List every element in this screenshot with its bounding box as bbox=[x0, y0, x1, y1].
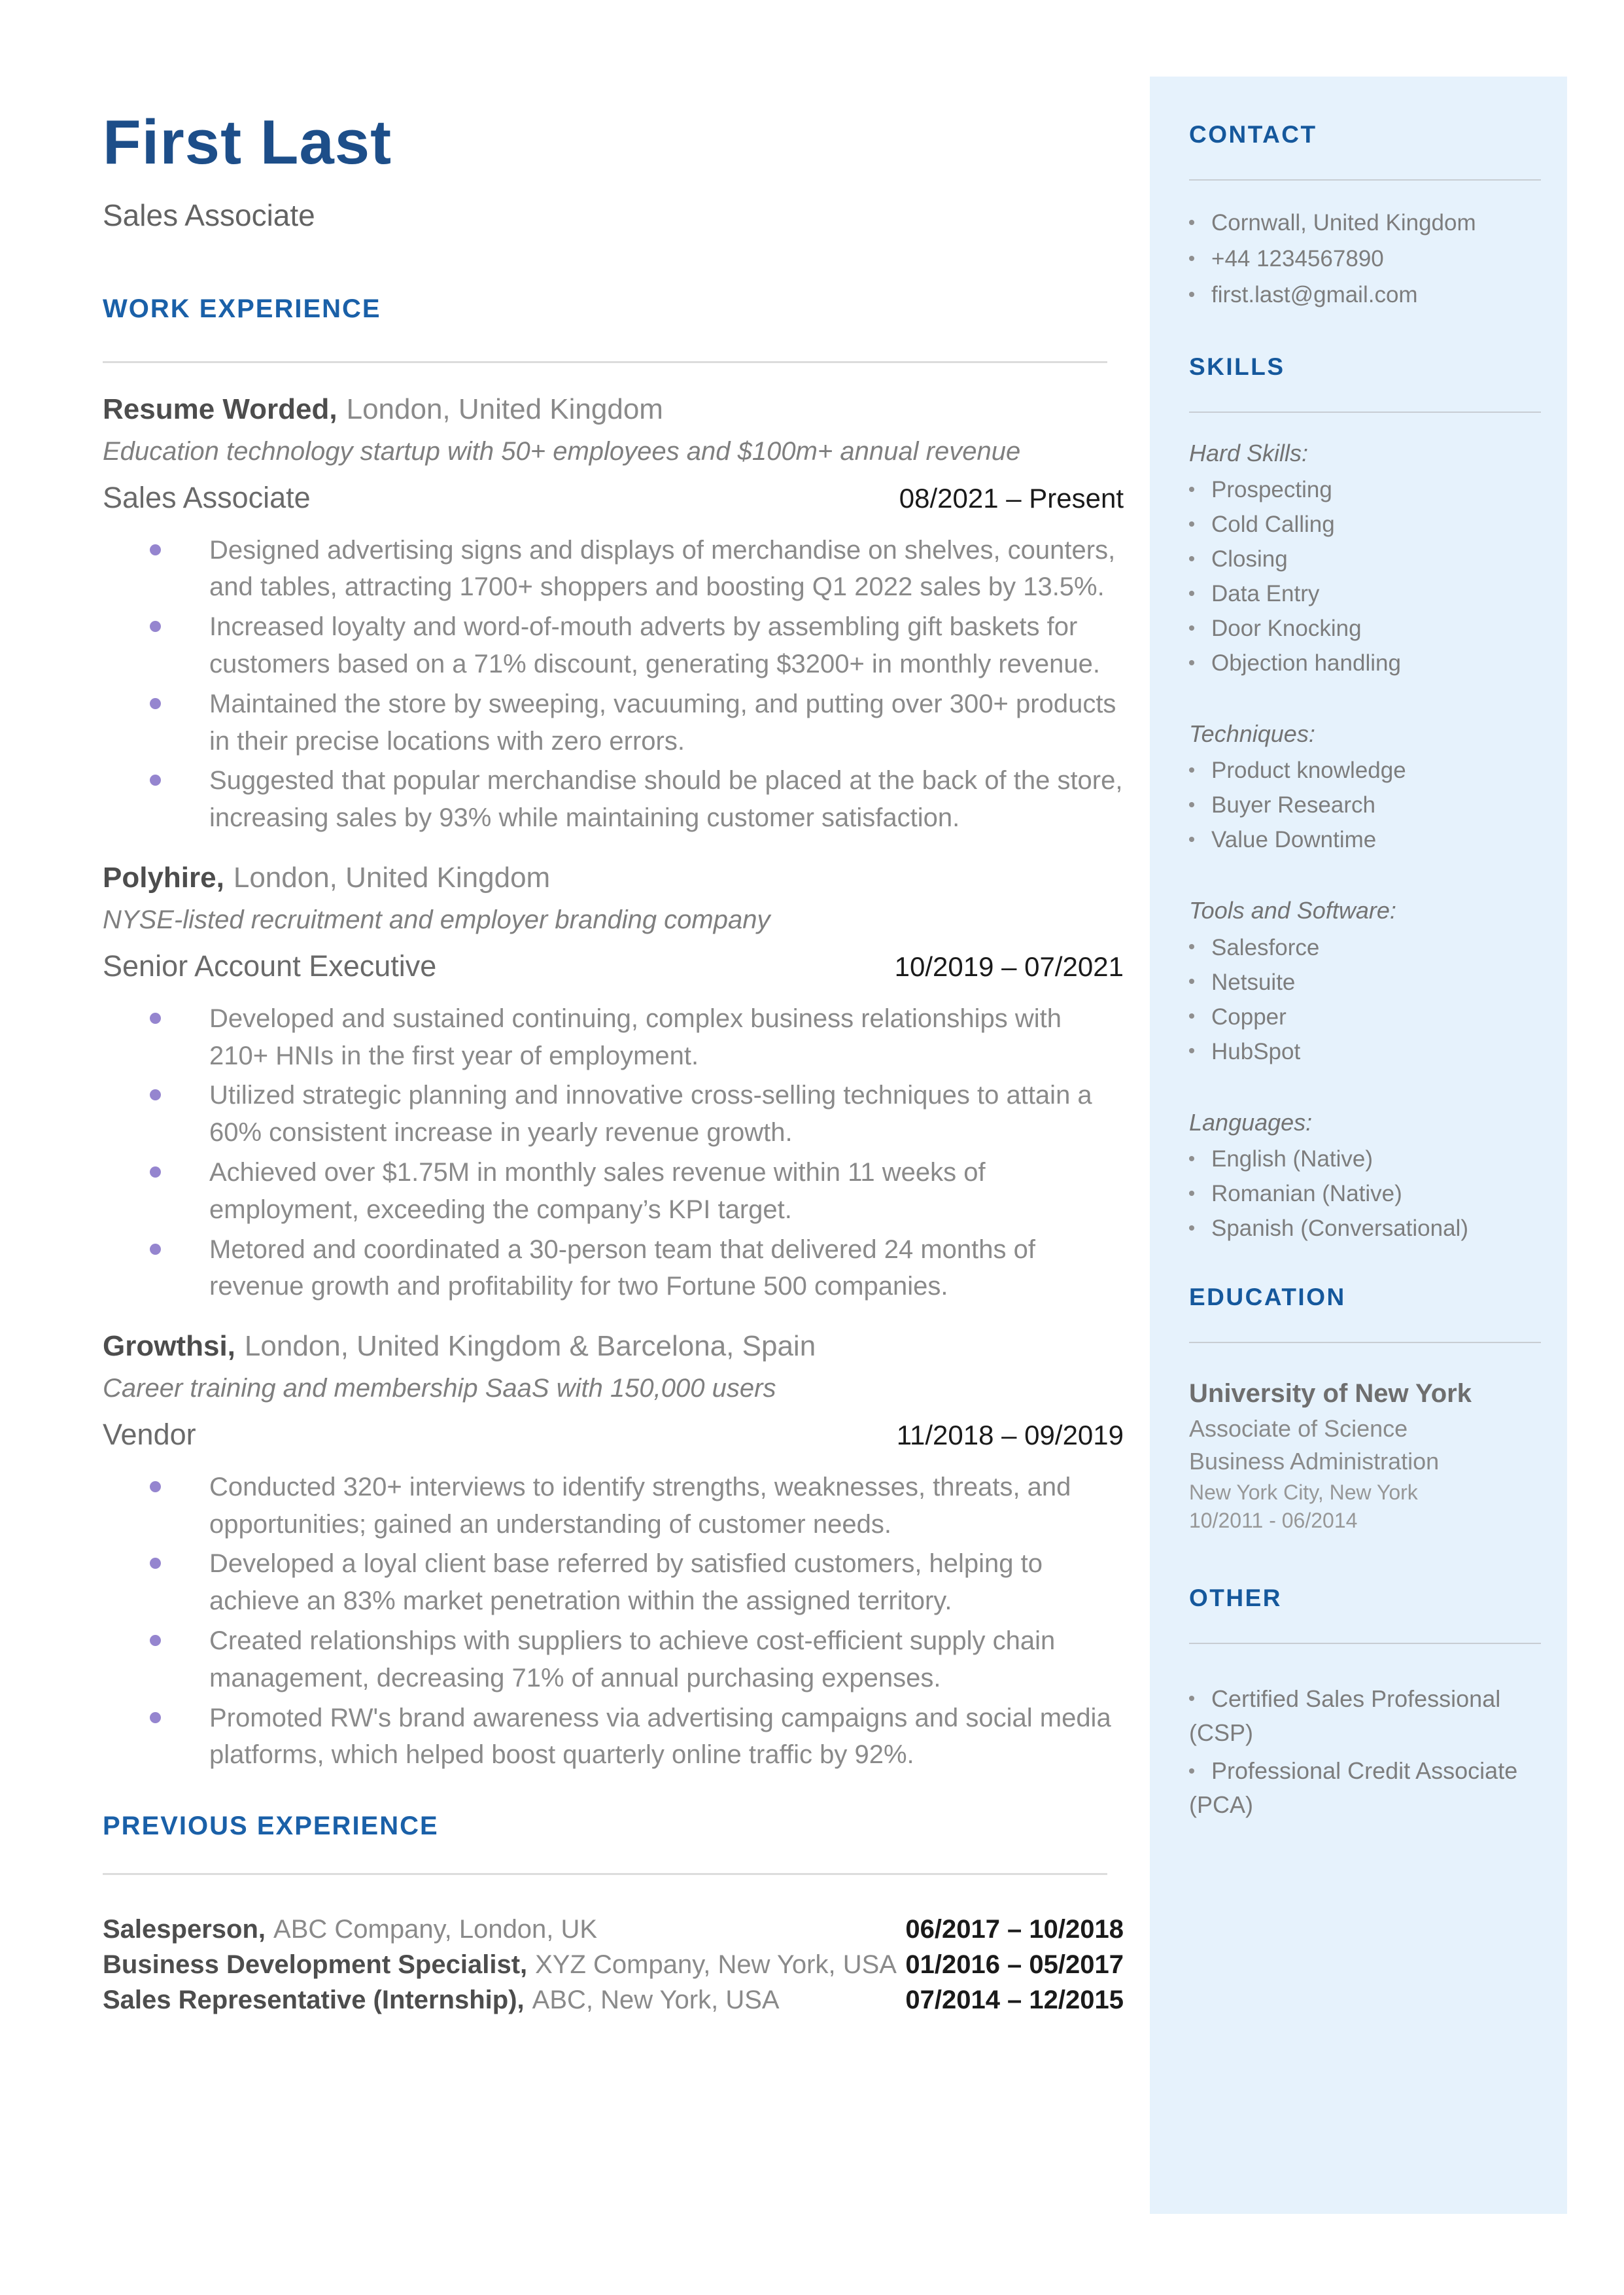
skill-group bbox=[1189, 1108, 1541, 1242]
job-role-row bbox=[103, 479, 1124, 517]
bullet-icon bbox=[1189, 1013, 1194, 1019]
list-item-label: Prospecting bbox=[1211, 477, 1332, 503]
job-company-line bbox=[103, 859, 1124, 896]
job-role-row bbox=[103, 947, 1124, 986]
bullet-icon bbox=[1189, 292, 1194, 297]
list-item-label: Product knowledge bbox=[1211, 758, 1406, 784]
sidebar bbox=[1150, 77, 1567, 2214]
list-item bbox=[1189, 615, 1541, 642]
bullet-icon bbox=[1189, 1225, 1194, 1231]
job-entry bbox=[103, 859, 1124, 1305]
list-item bbox=[1189, 1754, 1541, 1822]
list-item-label: Professional Credit Associate (PCA) bbox=[1189, 1757, 1518, 1819]
job-title: Senior Account Executive bbox=[103, 949, 437, 983]
bullet-icon bbox=[1189, 625, 1194, 631]
bullet-icon bbox=[1189, 979, 1194, 984]
skill-group-label: Tools and Software: bbox=[1189, 897, 1396, 924]
list-item-label: +44 1234567890 bbox=[1211, 246, 1384, 272]
list-item bbox=[1189, 969, 1541, 996]
other-list bbox=[1189, 1682, 1541, 1823]
list-item-label: Salesforce bbox=[1211, 934, 1320, 960]
list-item bbox=[1189, 1180, 1541, 1208]
person-title: Sales Associate bbox=[103, 198, 315, 232]
list-item-label: Value Downtime bbox=[1211, 827, 1377, 853]
job-title: Vendor bbox=[103, 1418, 196, 1452]
list-item-label: Cornwall, United Kingdom bbox=[1211, 210, 1476, 236]
job-dates: 08/2021 – Present bbox=[899, 483, 1124, 514]
bullet-icon bbox=[1189, 220, 1194, 225]
skill-group-label: Languages: bbox=[1189, 1108, 1313, 1136]
previous-role-title: Business Development Specialist, bbox=[103, 1950, 528, 1980]
bullet-item bbox=[103, 1154, 1124, 1229]
list-item bbox=[1189, 281, 1541, 309]
job-bullets bbox=[103, 532, 1124, 837]
education-school: University of New York bbox=[1189, 1378, 1472, 1408]
bullet-item bbox=[103, 1622, 1124, 1697]
bullet-icon bbox=[150, 1244, 161, 1255]
bullet-item bbox=[103, 1545, 1124, 1620]
previous-role-title: Salesperson, bbox=[103, 1915, 266, 1944]
jobs-list bbox=[103, 391, 1124, 1774]
job-dates: 10/2019 – 07/2021 bbox=[894, 951, 1124, 983]
list-item-label: Spanish (Conversational) bbox=[1211, 1215, 1468, 1241]
bullet-icon bbox=[1189, 1048, 1194, 1053]
skill-group-items bbox=[1189, 1146, 1541, 1242]
main-column bbox=[103, 0, 1124, 2022]
bullet-icon bbox=[1189, 487, 1194, 492]
company-location: London, United Kingdom & Barcelona, Spain bbox=[244, 1330, 816, 1363]
bullet-item bbox=[103, 1077, 1124, 1151]
section-divider bbox=[103, 361, 1107, 363]
bullet-item bbox=[103, 1000, 1124, 1075]
bullet-icon bbox=[150, 1481, 161, 1492]
job-company-line bbox=[103, 391, 1124, 428]
bullet-icon bbox=[1189, 521, 1194, 527]
list-item-label: Cold Calling bbox=[1211, 512, 1335, 538]
bullet-icon bbox=[1189, 1696, 1194, 1701]
company-location: London, United Kingdom bbox=[346, 393, 663, 425]
previous-role-dates: 01/2016 – 05/2017 bbox=[905, 1950, 1124, 1980]
bullet-item bbox=[103, 1700, 1124, 1774]
company-name: Resume Worded, bbox=[103, 393, 337, 425]
company-name: Polyhire, bbox=[103, 862, 224, 894]
bullet-icon bbox=[1189, 591, 1194, 596]
bullet-icon bbox=[1189, 1156, 1194, 1161]
education-degree-line: Business Administration bbox=[1189, 1447, 1440, 1475]
sidebar-divider bbox=[1189, 1342, 1541, 1343]
list-item-label: Data Entry bbox=[1211, 581, 1320, 607]
sidebar-divider bbox=[1189, 1643, 1541, 1644]
previous-role-company: XYZ Company, New York, USA bbox=[535, 1950, 897, 1980]
section-divider bbox=[103, 1873, 1107, 1875]
bullet-icon bbox=[1189, 256, 1194, 261]
list-item-label: Romanian (Native) bbox=[1211, 1180, 1402, 1206]
sidebar-divider bbox=[1189, 412, 1541, 413]
skill-group-items bbox=[1189, 934, 1541, 1066]
bullet-icon bbox=[150, 1089, 161, 1100]
person-name: First Last bbox=[103, 107, 392, 177]
skills-heading: SKILLS bbox=[1189, 353, 1285, 380]
bullet-icon bbox=[150, 1635, 161, 1646]
bullet-icon bbox=[150, 698, 161, 709]
job-bullets bbox=[103, 1469, 1124, 1774]
bullet-text: Achieved over $1.75M in monthly sales revenue within 11 weeks of employment, exceeding the company’s KPI target. bbox=[209, 1157, 986, 1224]
education-degree-line: Associate of Science bbox=[1189, 1414, 1408, 1442]
education-detail-line: New York City, New York bbox=[1189, 1480, 1418, 1504]
bullet-icon bbox=[1189, 802, 1194, 807]
list-item bbox=[1189, 757, 1541, 784]
previous-role-row bbox=[103, 1986, 1124, 2014]
company-description: Education technology startup with 50+ employees and $100m+ annual revenue bbox=[103, 437, 1021, 466]
list-item-label: Buyer Research bbox=[1211, 792, 1375, 818]
previous-role bbox=[103, 1986, 780, 2014]
list-item bbox=[1189, 1146, 1541, 1173]
bullet-text: Increased loyalty and word-of-mouth adverts by assembling gift baskets for customers based on a 71% discount, generating $3200+ in monthly revenue. bbox=[209, 612, 1100, 679]
list-item-label: HubSpot bbox=[1211, 1038, 1301, 1064]
bullet-item bbox=[103, 1469, 1124, 1543]
skill-group bbox=[1189, 720, 1541, 854]
contact-heading: CONTACT bbox=[1189, 121, 1317, 148]
job-title: Sales Associate bbox=[103, 481, 311, 515]
bullet-item bbox=[103, 1231, 1124, 1306]
previous-role-row bbox=[103, 1951, 1124, 1978]
bullet-icon bbox=[150, 1013, 161, 1024]
bullet-icon bbox=[150, 1166, 161, 1178]
other-heading: OTHER bbox=[1189, 1584, 1282, 1611]
bullet-icon bbox=[1189, 660, 1194, 665]
bullet-icon bbox=[1189, 1768, 1194, 1774]
job-entry bbox=[103, 391, 1124, 837]
skills-groups bbox=[1189, 439, 1541, 1242]
list-item bbox=[1189, 650, 1541, 677]
job-entry bbox=[103, 1327, 1124, 1774]
previous-role-title: Sales Representative (Internship), bbox=[103, 1986, 525, 2015]
list-item-label: Objection handling bbox=[1211, 650, 1401, 676]
list-item bbox=[1189, 1038, 1541, 1066]
skill-group-label: Techniques: bbox=[1189, 720, 1315, 748]
bullet-icon bbox=[150, 621, 161, 632]
list-item-label: Door Knocking bbox=[1211, 616, 1362, 642]
bullet-icon bbox=[1189, 837, 1194, 842]
previous-role bbox=[103, 1951, 897, 1978]
education-heading: EDUCATION bbox=[1189, 1283, 1346, 1310]
contact-list bbox=[1189, 209, 1541, 309]
previous-role-dates: 06/2017 – 10/2018 bbox=[905, 1915, 1124, 1944]
list-item bbox=[1189, 1215, 1541, 1242]
list-item bbox=[1189, 546, 1541, 573]
skill-group-label: Hard Skills: bbox=[1189, 440, 1309, 466]
previous-role-row bbox=[103, 1916, 1124, 1943]
list-item bbox=[1189, 826, 1541, 854]
sidebar-divider bbox=[1189, 179, 1541, 181]
bullet-icon bbox=[1189, 1191, 1194, 1196]
skill-group bbox=[1189, 439, 1541, 677]
previous-role-company: ABC, New York, USA bbox=[532, 1986, 780, 2015]
bullet-text: Developed and sustained continuing, complex business relationships with 210+ HNIs in the first year of employment. bbox=[209, 1004, 1062, 1070]
bullet-text: Maintained the store by sweeping, vacuuming, and putting over 300+ products in their precise locations with zero errors. bbox=[209, 689, 1116, 756]
job-bullets bbox=[103, 1000, 1124, 1305]
bullet-icon bbox=[1189, 944, 1194, 949]
work-experience-heading: WORK EXPERIENCE bbox=[103, 294, 381, 323]
company-description: Career training and membership SaaS with 150,000 users bbox=[103, 1374, 776, 1403]
bullet-icon bbox=[1189, 767, 1194, 773]
education-lines bbox=[1189, 1414, 1541, 1533]
bullet-text: Designed advertising signs and displays of merchandise on shelves, counters, and tables, attracting 1700+ shoppers and boosting Q1 2022 sales by 13.5%. bbox=[209, 535, 1116, 602]
bullet-text: Utilized strategic planning and innovative cross-selling techniques to attain a 60% consistent increase in yearly revenue growth. bbox=[209, 1081, 1092, 1148]
list-item bbox=[1189, 1682, 1541, 1750]
bullet-text: Suggested that popular merchandise should be placed at the back of the store, increasing sales by 93% while maintaining customer satisfaction. bbox=[209, 766, 1123, 833]
bullet-text: Conducted 320+ interviews to identify strengths, weaknesses, threats, and opportunities; gained an understanding of customer needs. bbox=[209, 1472, 1071, 1539]
skill-group-items bbox=[1189, 476, 1541, 677]
list-item bbox=[1189, 580, 1541, 608]
previous-role bbox=[103, 1916, 597, 1943]
bullet-icon bbox=[150, 544, 161, 555]
list-item bbox=[1189, 1004, 1541, 1031]
list-item bbox=[1189, 476, 1541, 504]
bullet-icon bbox=[150, 1712, 161, 1723]
list-item bbox=[1189, 209, 1541, 237]
bullet-icon bbox=[150, 1558, 161, 1569]
list-item bbox=[1189, 792, 1541, 819]
company-location: London, United Kingdom bbox=[233, 862, 551, 894]
bullet-icon bbox=[1189, 556, 1194, 561]
previous-role-company: ABC Company, London, UK bbox=[273, 1915, 598, 1944]
list-item-label: Netsuite bbox=[1211, 969, 1296, 995]
list-item-label: Closing bbox=[1211, 546, 1288, 572]
list-item-label: first.last@gmail.com bbox=[1211, 282, 1418, 307]
skill-group bbox=[1189, 896, 1541, 1065]
job-role-row bbox=[103, 1416, 1124, 1454]
company-description: NYSE-listed recruitment and employer branding company bbox=[103, 905, 770, 935]
list-item-label: Certified Sales Professional (CSP) bbox=[1189, 1685, 1501, 1746]
company-name: Growthsi, bbox=[103, 1330, 235, 1363]
bullet-item bbox=[103, 532, 1124, 606]
job-company-line bbox=[103, 1327, 1124, 1365]
bullet-text: Developed a loyal client base referred by satisfied customers, helping to achieve an 83% market penetration within the assigned territory. bbox=[209, 1549, 1043, 1616]
list-item bbox=[1189, 934, 1541, 962]
bullet-item bbox=[103, 608, 1124, 683]
bullet-icon bbox=[150, 775, 161, 786]
previous-role-dates: 07/2014 – 12/2015 bbox=[905, 1986, 1124, 2015]
list-item bbox=[1189, 245, 1541, 273]
bullet-item bbox=[103, 762, 1124, 837]
bullet-text: Created relationships with suppliers to achieve cost-efficient supply chain management, decreasing 71% of annual purchasing expenses. bbox=[209, 1626, 1056, 1692]
list-item-label: Copper bbox=[1211, 1004, 1287, 1030]
job-dates: 11/2018 – 09/2019 bbox=[896, 1420, 1124, 1451]
skill-group-items bbox=[1189, 757, 1541, 854]
list-item bbox=[1189, 511, 1541, 538]
previous-experience-heading: PREVIOUS EXPERIENCE bbox=[103, 1812, 439, 1841]
bullet-text: Metored and coordinated a 30-person team that delivered 24 months of revenue growth and profitability for two Fortune 500 companies. bbox=[209, 1235, 1036, 1301]
bullet-item bbox=[103, 686, 1124, 760]
previous-rows bbox=[103, 1916, 1124, 2014]
education-detail-line: 10/2011 - 06/2014 bbox=[1189, 1508, 1358, 1532]
list-item-label: English (Native) bbox=[1211, 1146, 1373, 1172]
bullet-text: Promoted RW's brand awareness via advertising campaigns and social media platforms, which helped boost quarterly online traffic by 92%. bbox=[209, 1703, 1111, 1770]
